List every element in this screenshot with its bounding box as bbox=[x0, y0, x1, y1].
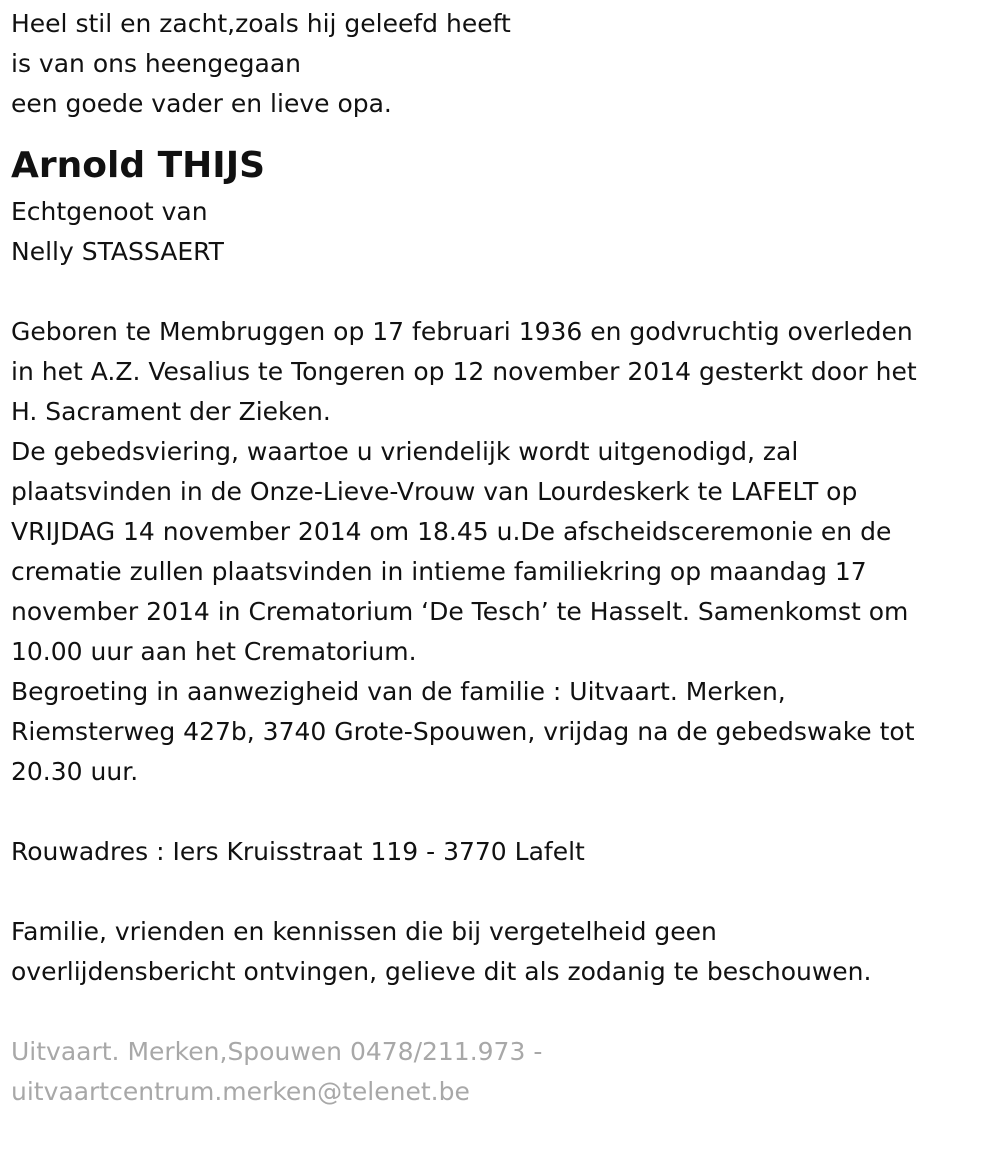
body-text bbox=[11, 312, 991, 792]
notice-line: Familie, vrienden en kennissen die bij vergetelheid geen bbox=[11, 917, 717, 946]
notice-text bbox=[11, 912, 991, 992]
body-line: plaatsvinden in de Onze-Lieve-Vrouw van Lourdeskerk te LAFELT op bbox=[11, 477, 858, 506]
body-line: crematie zullen plaatsvinden in intieme familiekring op maandag 17 bbox=[11, 557, 867, 586]
intro-line: Heel stil en zacht,zoals hij geleefd heeft bbox=[11, 9, 511, 38]
obituary-notice bbox=[11, 4, 991, 1112]
deceased-name: Arnold THIJS bbox=[11, 145, 266, 186]
footer-contact: Uitvaart. Merken,Spouwen 0478/211.973 - bbox=[11, 1037, 543, 1066]
notice-line: overlijdensbericht ontvingen, gelieve dit als zodanig te beschouwen. bbox=[11, 957, 872, 986]
spacer bbox=[11, 992, 991, 1032]
intro-line: een goede vader en lieve opa. bbox=[11, 89, 392, 118]
body-line: Geboren te Membruggen op 17 februari 1936 en godvruchtig overleden bbox=[11, 317, 913, 346]
footer-email: uitvaartcentrum.merken@telenet.be bbox=[11, 1077, 470, 1106]
body-line: 20.30 uur. bbox=[11, 757, 139, 786]
spacer bbox=[11, 792, 991, 832]
body-line: H. Sacrament der Zieken. bbox=[11, 397, 331, 426]
intro-line: is van ons heengegaan bbox=[11, 49, 301, 78]
body-line: Riemsterweg 427b, 3740 Grote-Spouwen, vrijdag na de gebedswake tot bbox=[11, 717, 915, 746]
funeral-home-footer bbox=[11, 1032, 991, 1112]
body-line: VRIJDAG 14 november 2014 om 18.45 u.De afscheidsceremonie en de bbox=[11, 517, 892, 546]
body-line: De gebedsviering, waartoe u vriendelijk wordt uitgenodigd, zal bbox=[11, 437, 799, 466]
spouse-line: Echtgenoot van bbox=[11, 197, 208, 226]
spacer bbox=[11, 272, 991, 312]
spouse-line: Nelly STASSAERT bbox=[11, 237, 224, 266]
body-line: 10.00 uur aan het Crematorium. bbox=[11, 637, 417, 666]
body-line: november 2014 in Crematorium ‘De Tesch’ te Hasselt. Samenkomst om bbox=[11, 597, 909, 626]
spouse-info bbox=[11, 192, 991, 272]
spacer bbox=[11, 872, 991, 912]
intro-text bbox=[11, 4, 991, 124]
mourning-address: Rouwadres : Iers Kruisstraat 119 - 3770 Lafelt bbox=[11, 837, 585, 866]
body-line: Begroeting in aanwezigheid van de familie : Uitvaart. Merken, bbox=[11, 677, 786, 706]
body-line: in het A.Z. Vesalius te Tongeren op 12 november 2014 gesterkt door het bbox=[11, 357, 917, 386]
